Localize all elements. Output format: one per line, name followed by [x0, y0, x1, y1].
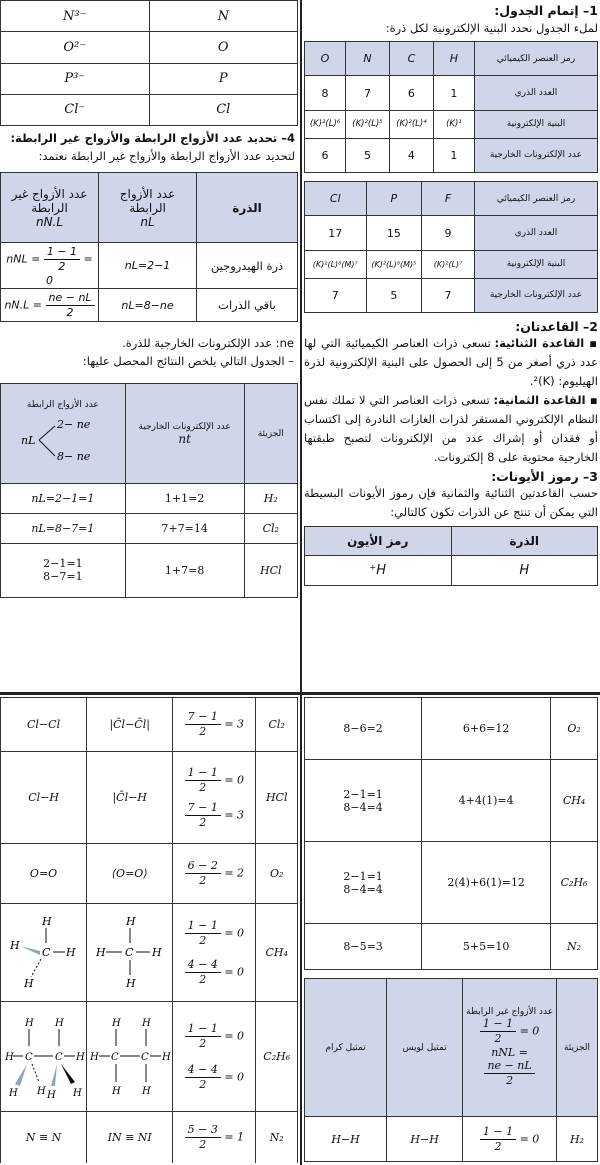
f-lhs: nNL =	[491, 1046, 528, 1059]
t2-h-p: P	[366, 182, 422, 216]
sum-cell: 7+7=14	[125, 513, 244, 543]
f-den: 2	[494, 1139, 502, 1153]
t2-cell: 5	[366, 278, 422, 312]
sum-cell: 1+1=2	[125, 484, 244, 514]
atom-h: H	[41, 914, 52, 928]
atom: Cl	[149, 94, 298, 125]
t2-h-f: F	[422, 182, 475, 216]
atom-h: H	[76, 1051, 85, 1063]
f-rhs: = 1	[224, 1130, 245, 1144]
pr-others-nl: nL=8−ne	[99, 289, 197, 322]
t2-cell: (K)²(L)⁷	[422, 250, 475, 278]
c2h6-mol: C₂H₆	[256, 1002, 298, 1112]
duet-text: تسعى ذرات العناصر الكيميائية التي لها عدد ذري أصغر من 5 إلى الحصول على البنية الإلكترونية لذرة الهيليوم: (K)².	[304, 336, 598, 388]
f-den: 2	[199, 1036, 207, 1050]
f-num: 5 − 3	[185, 1123, 221, 1138]
atom-c: C	[111, 1051, 119, 1063]
t1-cell: 4	[389, 138, 433, 172]
t1-cell: 8	[305, 76, 346, 110]
t1-row-label: البنية الإلكترونية	[474, 110, 597, 138]
f-num: 4 − 4	[185, 958, 221, 973]
f-rhs: = 0	[224, 773, 245, 786]
top-right-pane	[304, 0, 598, 690]
frac-line	[175, 1022, 253, 1051]
f-rhs: = 0	[224, 1070, 245, 1083]
lh-nl-label: عدد الأزواج غير الرابطة	[466, 1007, 554, 1017]
t2-cell: (K)²(L)⁸(M)⁷	[305, 250, 367, 278]
sum-cell: nL=2−1=1	[1, 484, 126, 514]
vertical-divider	[300, 0, 302, 1165]
ion: N³⁻	[1, 1, 150, 32]
pr-hydrogen: ذرة الهيدروجين	[197, 243, 298, 289]
duet-term: ▪ القاعدة الثنائية:	[494, 336, 598, 350]
f-den: 2	[66, 305, 74, 319]
t2-cell: 7	[305, 278, 367, 312]
f-den: 2	[199, 972, 207, 986]
pr-h-atom: الذرة	[197, 173, 298, 243]
atom-h: H	[65, 945, 76, 959]
octet-term: ▪ القاعدة الثمانية:	[493, 393, 598, 407]
lh-cram: تمثيل كرام	[305, 979, 387, 1117]
fraction	[46, 291, 95, 320]
t2-h-cl: Cl	[305, 182, 367, 216]
sum-line: 8−4=4	[343, 882, 383, 896]
t1-cell: 1	[433, 138, 474, 172]
sum-h-mol: الجزيئة	[244, 384, 297, 484]
t2-cell: 9	[422, 216, 475, 250]
f-rhs: = 3	[224, 808, 245, 821]
f-num: ne − nL	[484, 1059, 534, 1074]
f-branch-down	[39, 440, 55, 456]
summary-table-bottom	[304, 697, 598, 970]
lh-lewis: تمثيل لويس	[387, 979, 463, 1117]
t2-row-label: عدد الإلكترونات الخارجية	[474, 278, 597, 312]
atom: O	[149, 32, 298, 63]
f-den: 2	[199, 874, 207, 887]
octet-text: تسعى ذرات العناصر التي لا تملك نفس النظام الإلكتروني المستقر لذرات الغازات النادرة إلى اكتساب أو فقدان أو إشراك عدد من الإلكترونات لتصبح طبقتها الخارجية محتوية على 8 إلكترونات.	[304, 393, 598, 464]
t1-h-o: O	[305, 42, 346, 76]
n2-lewis: IN ≡ NI	[87, 1112, 173, 1164]
f-num: 1 − 1	[480, 1017, 516, 1032]
sum-line: 2−1=1	[43, 557, 83, 571]
f-rhs: = 0	[224, 926, 245, 939]
cl2-nl	[173, 698, 256, 752]
f-num: 7 − 1	[185, 710, 221, 725]
f-num: 1 − 1	[185, 919, 221, 934]
atom-h: H	[37, 1085, 46, 1097]
lh-h-frac	[465, 1017, 554, 1046]
o2-lewis: ⟨O=O⟩	[87, 844, 173, 904]
sum-cell	[1, 543, 126, 597]
summary-note: – الجدول التالي يلخص النتائج المحصل عليها:	[82, 354, 294, 368]
f-den: 2	[506, 1074, 514, 1087]
t1-cell: (K)²(L)⁵	[346, 110, 390, 138]
t2-cell: (K)²(L)⁸(M)⁵	[366, 250, 422, 278]
section-3-title: 3– رموز الأيونات:	[491, 469, 598, 484]
n2-nl	[173, 1112, 256, 1164]
sum-cell: 6+6=12	[422, 698, 551, 760]
lewis-table	[0, 697, 298, 1163]
pr-hydrogen-nnl	[1, 243, 99, 289]
fraction	[185, 1123, 221, 1152]
h2-lewis: H−H	[387, 1117, 463, 1162]
pr-h-nonbonding-sym: nN.L	[35, 214, 64, 229]
atom-c: C	[55, 1051, 63, 1063]
ions-symbol-h: H⁺	[305, 555, 452, 585]
sum-cell	[305, 842, 422, 924]
t2-row-label: البنية الإلكترونية	[474, 250, 597, 278]
pairs-rule-table	[0, 172, 298, 322]
horizontal-divider	[0, 692, 600, 695]
t1-h-label: رمز العنصر الكيميائي	[474, 42, 597, 76]
t1-row-label: عدد الإلكترونات الخارجية	[474, 138, 597, 172]
f-den: 2	[199, 725, 207, 738]
f-den: 2	[199, 933, 207, 947]
t1-cell: 5	[346, 138, 390, 172]
dash-bond	[32, 1064, 39, 1082]
f-den: 2	[199, 1077, 207, 1091]
sum-mol: N₂	[551, 924, 598, 970]
n2-mol: N₂	[256, 1112, 298, 1164]
cl2-mol: Cl₂	[256, 698, 298, 752]
f-nl: nL	[20, 433, 36, 447]
f-num: 1 − 1	[44, 245, 80, 260]
atom-h: H	[151, 945, 162, 959]
t1-cell: (K)²(L)⁶	[305, 110, 346, 138]
t2-cell: 17	[305, 216, 367, 250]
ion: O²⁻	[1, 32, 150, 63]
o2-nl	[173, 844, 256, 904]
sum-cell: 8−6=2	[305, 698, 422, 760]
section-4-intro: لتحديد عدد الأزواج الرابطة والأزواج غير الرابطة نعتمد:	[38, 149, 295, 163]
ne-note: ne: عدد الإلكترونات الخارجية للذرة.	[122, 336, 294, 350]
frac-line	[175, 766, 253, 795]
lh-nl	[463, 979, 557, 1117]
sum-mol: O₂	[551, 698, 598, 760]
atom-h: H	[142, 1085, 151, 1097]
atom-h: H	[47, 1089, 56, 1101]
section-4-title: 4– تحديد عدد الأزواج الرابطة والأزواج غير الرابطة:	[10, 131, 295, 145]
section-3-text: حسب القاعدتين الثنائية والثمانية فإن رموز الأيونات البسيطة التي يمكن أن تنتج عن الذرات تكون كالتالي:	[304, 486, 598, 519]
frac-line	[175, 1063, 253, 1092]
hcl-mol: HCl	[256, 752, 298, 844]
atom-c: C	[41, 945, 50, 959]
atom: N	[149, 1, 298, 32]
f-rhs: = 2	[224, 866, 245, 880]
sum-cell: 5+5=10	[422, 924, 551, 970]
sum-cell: 1+7=8	[125, 543, 244, 597]
sum-h-outer	[125, 384, 244, 484]
f-den: 2	[199, 1138, 207, 1151]
f-octet: 8− ne	[56, 449, 91, 463]
t1-h-h: H	[433, 42, 474, 76]
sum-cell: nL=8−7=1	[1, 513, 126, 543]
lh-mol: الجزيئة	[556, 979, 597, 1117]
hcl-cram: Cl−H	[1, 752, 87, 844]
atom-h: H	[90, 1051, 99, 1063]
f-rhs: = 0	[519, 1024, 540, 1038]
cl2-cram: Cl−Cl	[1, 698, 87, 752]
pr-others-nnl	[1, 289, 99, 322]
h2-cram: H−H	[305, 1117, 387, 1162]
t2-row-label: العدد الذري	[474, 216, 597, 250]
sum-line: 2−1=1	[343, 787, 383, 801]
sum-h-bonding-label: عدد الأزواج الرابطة	[26, 399, 99, 410]
bottom-left-pane	[0, 697, 298, 1163]
fraction	[185, 710, 221, 739]
t1-cell: 1	[433, 76, 474, 110]
sum-h-outer-sym: nt	[178, 431, 191, 446]
pr-h-nonbonding-label: عدد الأزواج غير الرابطة	[11, 186, 88, 215]
atom-h: H	[9, 1087, 18, 1099]
top-left-pane	[0, 0, 298, 690]
section-1-intro: لملء الجدول نحدد البنية الإلكترونية لكل ذرة:	[385, 21, 598, 35]
sum-h-outer-label: عدد الإلكترونات الخارجية	[138, 421, 231, 432]
atom-h: H	[112, 1017, 121, 1029]
wedge	[15, 1064, 27, 1086]
pr-h-bonding-sym: nL	[140, 214, 155, 229]
sum-cell: 8−5=3	[305, 924, 422, 970]
atom-c: C	[124, 945, 134, 959]
frac-line	[175, 919, 253, 948]
ion: Cl⁻	[1, 94, 150, 125]
ch4-lewis-diagram	[92, 913, 168, 993]
fraction	[44, 245, 80, 274]
atom-h: H	[9, 938, 20, 952]
t2-cell: 7	[422, 278, 475, 312]
f-num: 7 − 1	[185, 801, 221, 816]
atom-h: H	[5, 1051, 14, 1063]
atom-h: H	[142, 1017, 151, 1029]
sum-line: 8−7=1	[43, 570, 83, 584]
f-lhs: nN.L =	[4, 298, 42, 312]
pr-h-bonding	[99, 173, 197, 243]
f-rhs: = 0	[519, 1132, 540, 1145]
hcl-lewis: |C̄l−H	[87, 752, 173, 844]
fraction	[480, 1017, 516, 1046]
ch4-cram	[1, 904, 87, 1002]
elements-table-1	[304, 41, 598, 173]
sum-cell: 2(4)+6(1)=12	[422, 842, 551, 924]
o2-mol: O₂	[256, 844, 298, 904]
elements-table-2	[304, 181, 598, 313]
section-2-title: 2– القاعدتان:	[515, 319, 598, 334]
f-den: 2	[199, 815, 207, 829]
c2h6-nl	[173, 1002, 256, 1112]
fraction	[185, 801, 221, 830]
n2-cram: N ≡ N	[1, 1112, 87, 1164]
octet-rule	[304, 391, 598, 467]
sum-mol: H₂	[244, 484, 297, 514]
ions-table	[304, 526, 598, 586]
fraction	[480, 1125, 516, 1154]
sum-line: 2−1=1	[343, 869, 383, 883]
atom-h: H	[73, 1087, 82, 1099]
atom-h: H	[95, 945, 106, 959]
t1-row-label: العدد الذري	[474, 76, 597, 110]
sum-mol: CH₄	[551, 760, 598, 842]
atom-h: H	[125, 976, 136, 990]
summary-table-top	[0, 383, 298, 598]
ion: P³⁻	[1, 63, 150, 94]
sum-cell: 4+4(1)=4	[422, 760, 551, 842]
f-num: 6 − 2	[185, 859, 221, 874]
atom-c: C	[141, 1051, 149, 1063]
fraction	[185, 919, 221, 948]
atom-h: H	[55, 1017, 64, 1029]
ch4-lewis	[87, 904, 173, 1002]
t2-h-label: رمز العنصر الكيميائي	[474, 182, 597, 216]
f-den: 2	[199, 780, 207, 794]
o2-cram: O=O	[1, 844, 87, 904]
ch4-mol: CH₄	[256, 904, 298, 1002]
dash-bond	[31, 959, 41, 977]
bonding-formula-diagram	[13, 410, 113, 468]
section-1-title: 1– إتمام الجدول:	[494, 3, 598, 18]
lh-gen-frac	[465, 1046, 554, 1088]
ch4-nl	[173, 904, 256, 1002]
atom: P	[149, 63, 298, 94]
t1-cell: 6	[389, 76, 433, 110]
f-den: 2	[58, 259, 66, 273]
fraction	[185, 1022, 221, 1051]
wedge	[20, 946, 40, 955]
lewis-h2-table	[304, 978, 598, 1162]
pr-h-nonbonding	[1, 173, 99, 243]
f-num: 1 − 1	[185, 766, 221, 781]
sum-h-bonding	[1, 384, 126, 484]
f-num: 4 − 4	[185, 1063, 221, 1078]
c2h6-cram	[1, 1002, 87, 1112]
f-num: ne − nL	[46, 291, 95, 306]
t1-cell: 6	[305, 138, 346, 172]
frac-line	[175, 801, 253, 830]
t1-cell: (K)¹	[433, 110, 474, 138]
ions-h-symbol: رمز الأيون	[305, 527, 452, 556]
f-rhs: = 0	[46, 252, 93, 287]
t1-cell: (K)²(L)⁴	[389, 110, 433, 138]
atom-h: H	[162, 1051, 171, 1063]
f-duet: 2− ne	[56, 417, 91, 431]
t1-h-n: N	[346, 42, 390, 76]
pr-h-bonding-label: عدد الأزواج الرابطة	[119, 186, 176, 215]
sum-line: 8−4=4	[343, 800, 383, 814]
atom-h: H	[125, 914, 136, 928]
t1-cell: 7	[346, 76, 390, 110]
c2h6-lewis-diagram	[89, 1012, 173, 1102]
f-num: 1 − 1	[480, 1125, 516, 1140]
f-rhs: = 3	[224, 717, 245, 731]
fraction	[484, 1059, 534, 1088]
h2-nl	[463, 1117, 557, 1162]
sum-mol: C₂H₆	[551, 842, 598, 924]
fraction	[185, 1063, 221, 1092]
f-rhs: = 0	[224, 1029, 245, 1042]
fraction	[185, 859, 221, 888]
hcl-nl	[173, 752, 256, 844]
ch4-cram-diagram	[6, 913, 82, 993]
sum-mol: HCl	[244, 543, 297, 597]
bottom-right-pane	[304, 697, 598, 1163]
f-lhs: nNL =	[6, 252, 41, 266]
h2-mol: H₂	[556, 1117, 597, 1162]
frac-line	[175, 958, 253, 987]
wedge	[61, 1064, 75, 1084]
ions-h-atom: الذرة	[451, 527, 598, 556]
section-4	[0, 131, 298, 166]
atom-h: H	[25, 1017, 34, 1029]
ions-atom-h: H	[451, 555, 598, 585]
sum-mol: Cl₂	[244, 513, 297, 543]
atom-h: H	[23, 976, 34, 990]
atom-h: H	[112, 1085, 121, 1097]
wedge	[51, 1064, 57, 1086]
fraction	[185, 958, 221, 987]
t1-h-c: C	[389, 42, 433, 76]
f-den: 2	[494, 1032, 502, 1045]
atom-c: C	[25, 1051, 33, 1063]
pr-hydrogen-nl: nL=2−1	[99, 243, 197, 289]
f-branch-up	[39, 426, 55, 440]
fraction	[185, 766, 221, 795]
sum-cell	[305, 760, 422, 842]
f-rhs: = 0	[224, 965, 245, 978]
cl2-lewis: |C̄l−C̄l|	[87, 698, 173, 752]
f-num: 1 − 1	[185, 1022, 221, 1037]
pr-others: باقي الذرات	[197, 289, 298, 322]
t2-cell: 15	[366, 216, 422, 250]
ions-list-table	[0, 0, 298, 126]
duet-rule	[304, 334, 598, 391]
c2h6-lewis	[87, 1002, 173, 1112]
c2h6-cram-diagram	[3, 1012, 87, 1102]
